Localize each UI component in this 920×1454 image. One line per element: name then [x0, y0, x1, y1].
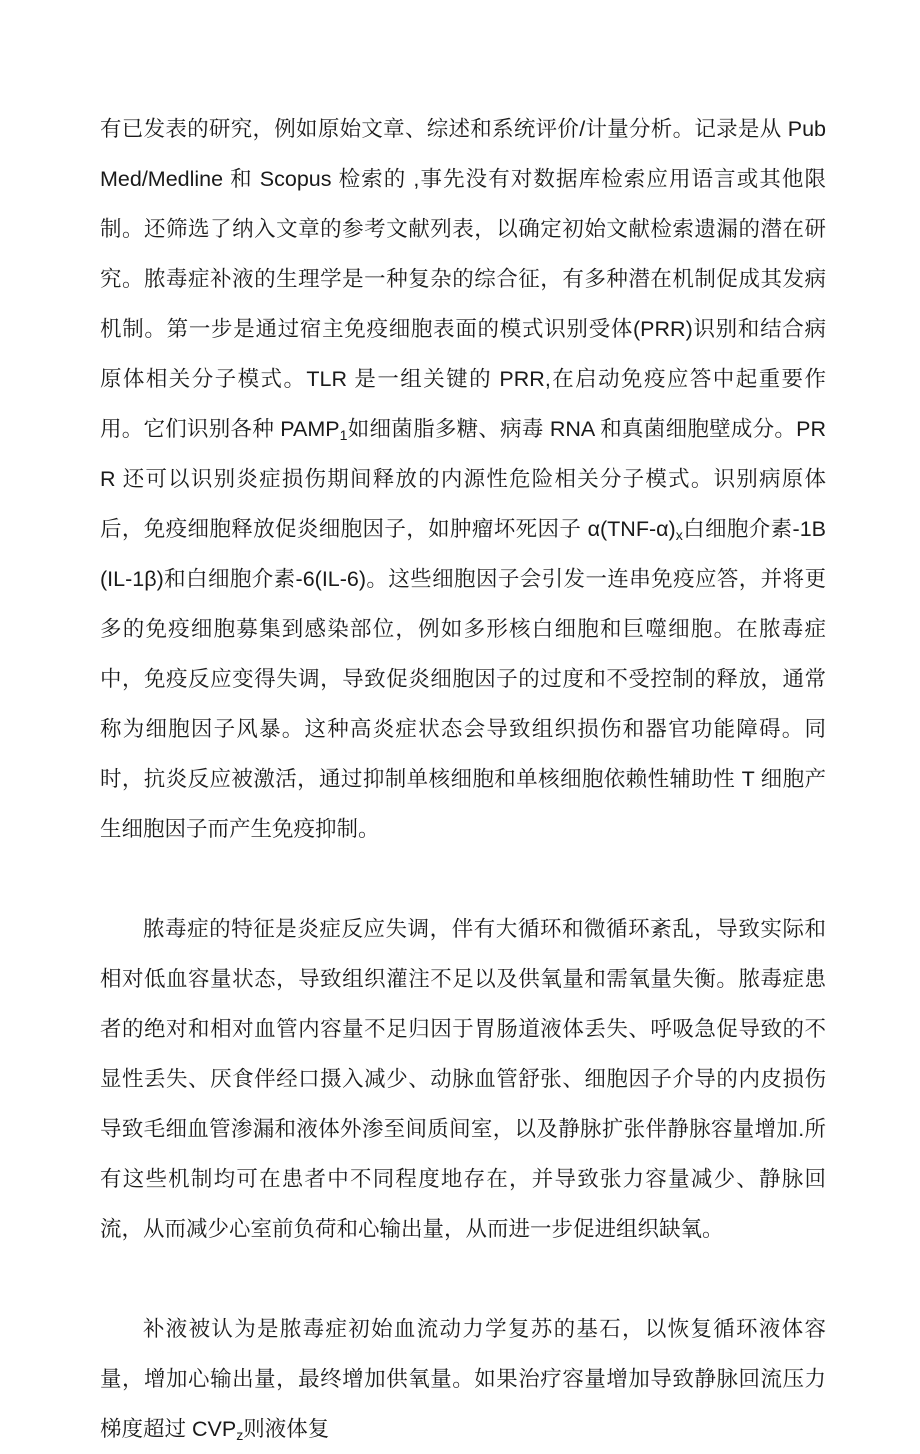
subscript-z: z: [236, 1427, 244, 1444]
body-text-column: [100, 104, 826, 1454]
subscript-1: 1: [339, 427, 348, 444]
paragraph-2: 脓毒症的特征是炎症反应失调，伴有大循环和微循环紊乱，导致实际和相对低血容量状态，导致组织灌注不足以及供氧量和需氧量失衡。脓毒症患者的绝对和相对血管内容量不足归因于胃肠道液体丢失、呼吸急促导致的不显性丢失、厌食伴经口摄入减少、动脉血管舒张、细胞因子介导的内皮损伤导致毛细血管渗漏和液体外渗至间质间室，以及静脉扩张伴静脉容量增加.所有这些机制均可在患者中不同程度地存在，并导致张力容量减少、静脉回流，从而减少心室前负荷和心输出量，从而进一步促进组织缺氧。: [100, 917, 826, 1241]
paragraph-3: 补液被认为是脓毒症初始血流动力学复苏的基石，以恢复循环液体容量，增加心输出量，最终增加供氧量。如果治疗容量增加导致静脉回流压力梯度超过 $CVP_z$则液体复: [100, 1317, 826, 1444]
subscript-x: x: [675, 527, 683, 544]
paragraph-1: 有已发表的研究，例如原始文章、综述和系统评价/计量分析。记录是从 PubMed/Medline 和 Scopus 检索的 ,事先没有对数据库检索应用语言或其他限制。还筛选了纳入文章的参考文献列表，以确定初始文献检索遗漏的潜在研究。脓毒症补液的生理学是一种复杂的综合征，有多种潜在机制促成其发病机制。第一步是通过宿主免疫细胞表面的模式识别受体(PRR)识别和结合病原体相关分子模式。TLR 是一组关键的 PRR,在启动免疫应答中起重要作用。它们识别各种 $PAMP_1$如细菌脂多糖、病毒 RNA 和真菌细胞壁成分。PRR 还可以识别炎症损伤期间释放的内源性危险相关分子模式。识别病原体后，免疫细胞释放促炎细胞因子，如肿瘤坏死因子 $\alpha(TNF-\alpha)_x$白细胞介素-1B(IL-1β)和白细胞介素-6(IL-6)。这些细胞因子会引发一连串免疫应答，并将更多的免疫细胞募集到感染部位，例如多形核白细胞和巨噬细胞。在脓毒症中，免疫反应变得失调，导致促炎细胞因子的过度和不受控制的释放，通常称为细胞因子风暴。这种高炎症状态会导致组织损伤和器官功能障碍。同时，抗炎反应被激活，通过抑制单核细胞和单核细胞依赖性辅助性 T 细胞产生细胞因子而产生免疫抑制。: [100, 117, 826, 841]
